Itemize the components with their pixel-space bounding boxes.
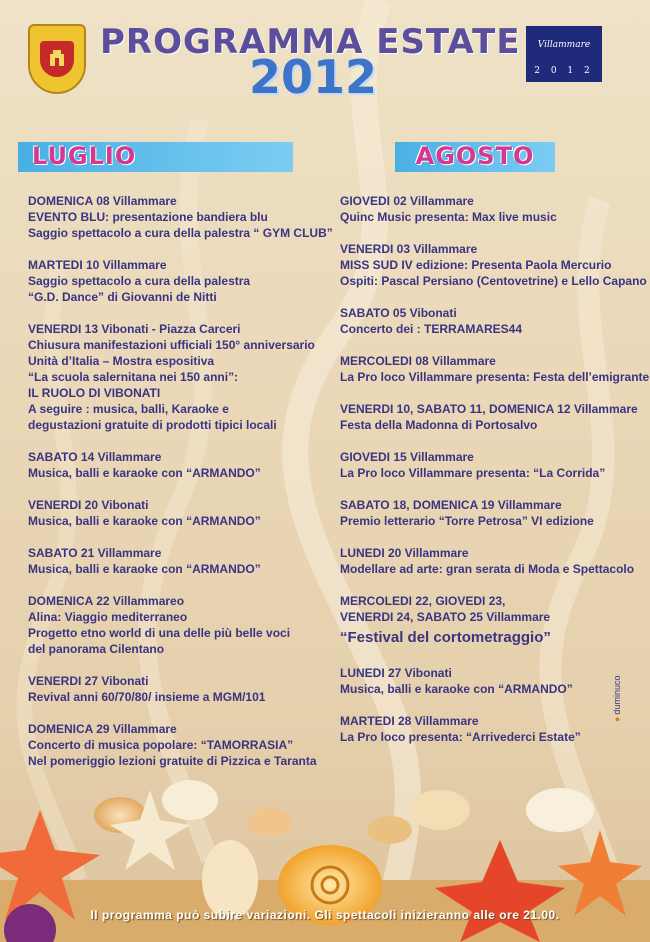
event-item [340,401,640,433]
event-date: DOMENICA 29 Villammare [28,722,177,736]
event-detail: A seguire : musica, balli, Karaoke e [28,402,229,416]
event-item [340,241,647,289]
event-date: VENERDI 20 Vibonati [28,498,149,512]
event-detail: VENERDI 24, SABATO 25 Villammare [340,610,551,624]
event-detail: Musica, balli e karaoke con “ARMANDO” [340,682,573,696]
year-heading: 2012 [248,50,378,104]
luglio-events [28,193,333,785]
event-item [340,305,640,337]
event-item [340,497,640,529]
footer-note: Il programma può subire variazioni. Gli spettacoli inizieranno alle ore 21.00. [90,908,560,922]
event-detail: del panorama Cilentano [28,642,165,656]
event-detail: La Pro loco Villammare presenta: Festa dell’emigrante [340,370,650,384]
event-item [340,593,640,649]
event-date: DOMENICA 08 Villammare [28,194,177,208]
event-date: SABATO 18, DOMENICA 19 Villammare [340,498,562,512]
event-detail: degustazioni gratuite di prodotti tipici locali [28,418,277,432]
event-date: SABATO 21 Villammare [28,546,162,560]
event-item [28,673,318,705]
event-date: GIOVEDI 02 Villammare [340,194,474,208]
event-detail: Ospiti: Pascal Persiano (Centovetrine) e Lello Capano [340,274,647,288]
villammare-logo [526,26,602,82]
agosto-events [340,193,650,761]
event-item [28,321,318,433]
logo-year: 2 0 1 2 [534,66,594,76]
event-detail: “G.D. Dance” di Giovanni de Nitti [28,290,217,304]
event-detail: Musica, balli e karaoke con “ARMANDO” [28,562,261,576]
designer-credit: ● duminuco [612,676,622,722]
event-detail: Musica, balli e karaoke con “ARMANDO” [28,466,261,480]
event-item [28,721,318,769]
event-detail: Nel pomeriggio lezioni gratuite di Pizzica e Taranta [28,754,317,768]
event-item [340,449,640,481]
event-detail: “La scuola salernitana nei 150 anni”: [28,370,239,384]
event-detail: Alina: Viaggio mediterraneo [28,610,188,624]
event-detail: Progetto etno world di una delle più belle voci [28,626,291,640]
event-date: MERCOLEDI 22, GIOVEDI 23, [340,594,506,608]
event-date: VENERDI 03 Villammare [340,242,478,256]
event-detail: Festa della Madonna di Portosalvo [340,418,538,432]
event-detail: Modellare ad arte: gran serata di Moda e Spettacolo [340,562,635,576]
event-detail: Saggio spettacolo a cura della palestra [28,274,251,288]
coat-of-arms-icon [28,24,86,94]
event-item [340,713,640,745]
event-detail: Quinc Music presenta: Max live music [340,210,557,224]
event-detail: Revival anni 60/70/80/ insieme a MGM/101 [28,690,266,704]
event-date: SABATO 05 Vibonati [340,306,457,320]
event-date: MERCOLEDI 08 Villammare [340,354,496,368]
event-date: MARTEDI 28 Villammare [340,714,479,728]
event-detail: La Pro loco presenta: “Arrivederci Estate” [340,730,581,744]
page-title: PROGRAMMA ESTATE [100,22,521,62]
event-detail: IL RUOLO DI VIBONATI [28,386,161,400]
event-item [28,545,318,577]
event-item [340,665,640,697]
event-date: GIOVEDI 15 Villammare [340,450,474,464]
month-banner-luglio: LUGLIO [18,142,293,172]
event-detail: MISS SUD IV edizione: Presenta Paola Mercurio [340,258,612,272]
event-date: LUNEDI 20 Villammare [340,546,469,560]
event-detail: La Pro loco Villammare presenta: “La Corrida” [340,466,606,480]
event-item [340,193,640,225]
event-item [28,449,318,481]
event-date: VENERDI 10, SABATO 11, DOMENICA 12 Villammare [340,402,638,416]
event-detail: Concerto dei : TERRAMARES44 [340,322,523,336]
event-item [28,497,318,529]
event-detail: Musica, balli e karaoke con “ARMANDO” [28,514,261,528]
month-banner-agosto: AGOSTO [395,142,555,172]
event-date: SABATO 14 Villammare [28,450,162,464]
event-date: MARTEDI 10 Villammare [28,258,167,272]
event-item [28,193,333,241]
event-date: LUNEDI 27 Vibonati [340,666,452,680]
event-date: VENERDI 27 Vibonati [28,674,149,688]
event-highlight: “Festival del cortometraggio” [340,629,551,646]
event-item [28,593,318,657]
event-date: VENERDI 13 Vibonati - Piazza Carceri [28,322,241,336]
event-detail: Concerto di musica popolare: “TAMORRASIA” [28,738,294,752]
event-date: DOMENICA 22 Villammareo [28,594,185,608]
event-detail: Chiusura manifestazioni ufficiali 150° anniversario [28,338,315,352]
event-item [28,257,318,305]
event-item [340,545,640,577]
event-detail: Unità d’Italia – Mostra espositiva [28,354,215,368]
event-detail: Saggio spettacolo a cura della palestra “ GYM CLUB” [28,226,333,240]
event-item [340,353,650,385]
logo-name: Villammare [537,40,591,50]
event-detail: Premio letterario “Torre Petrosa” VI edizione [340,514,594,528]
event-detail: EVENTO BLU: presentazione bandiera blu [28,210,268,224]
